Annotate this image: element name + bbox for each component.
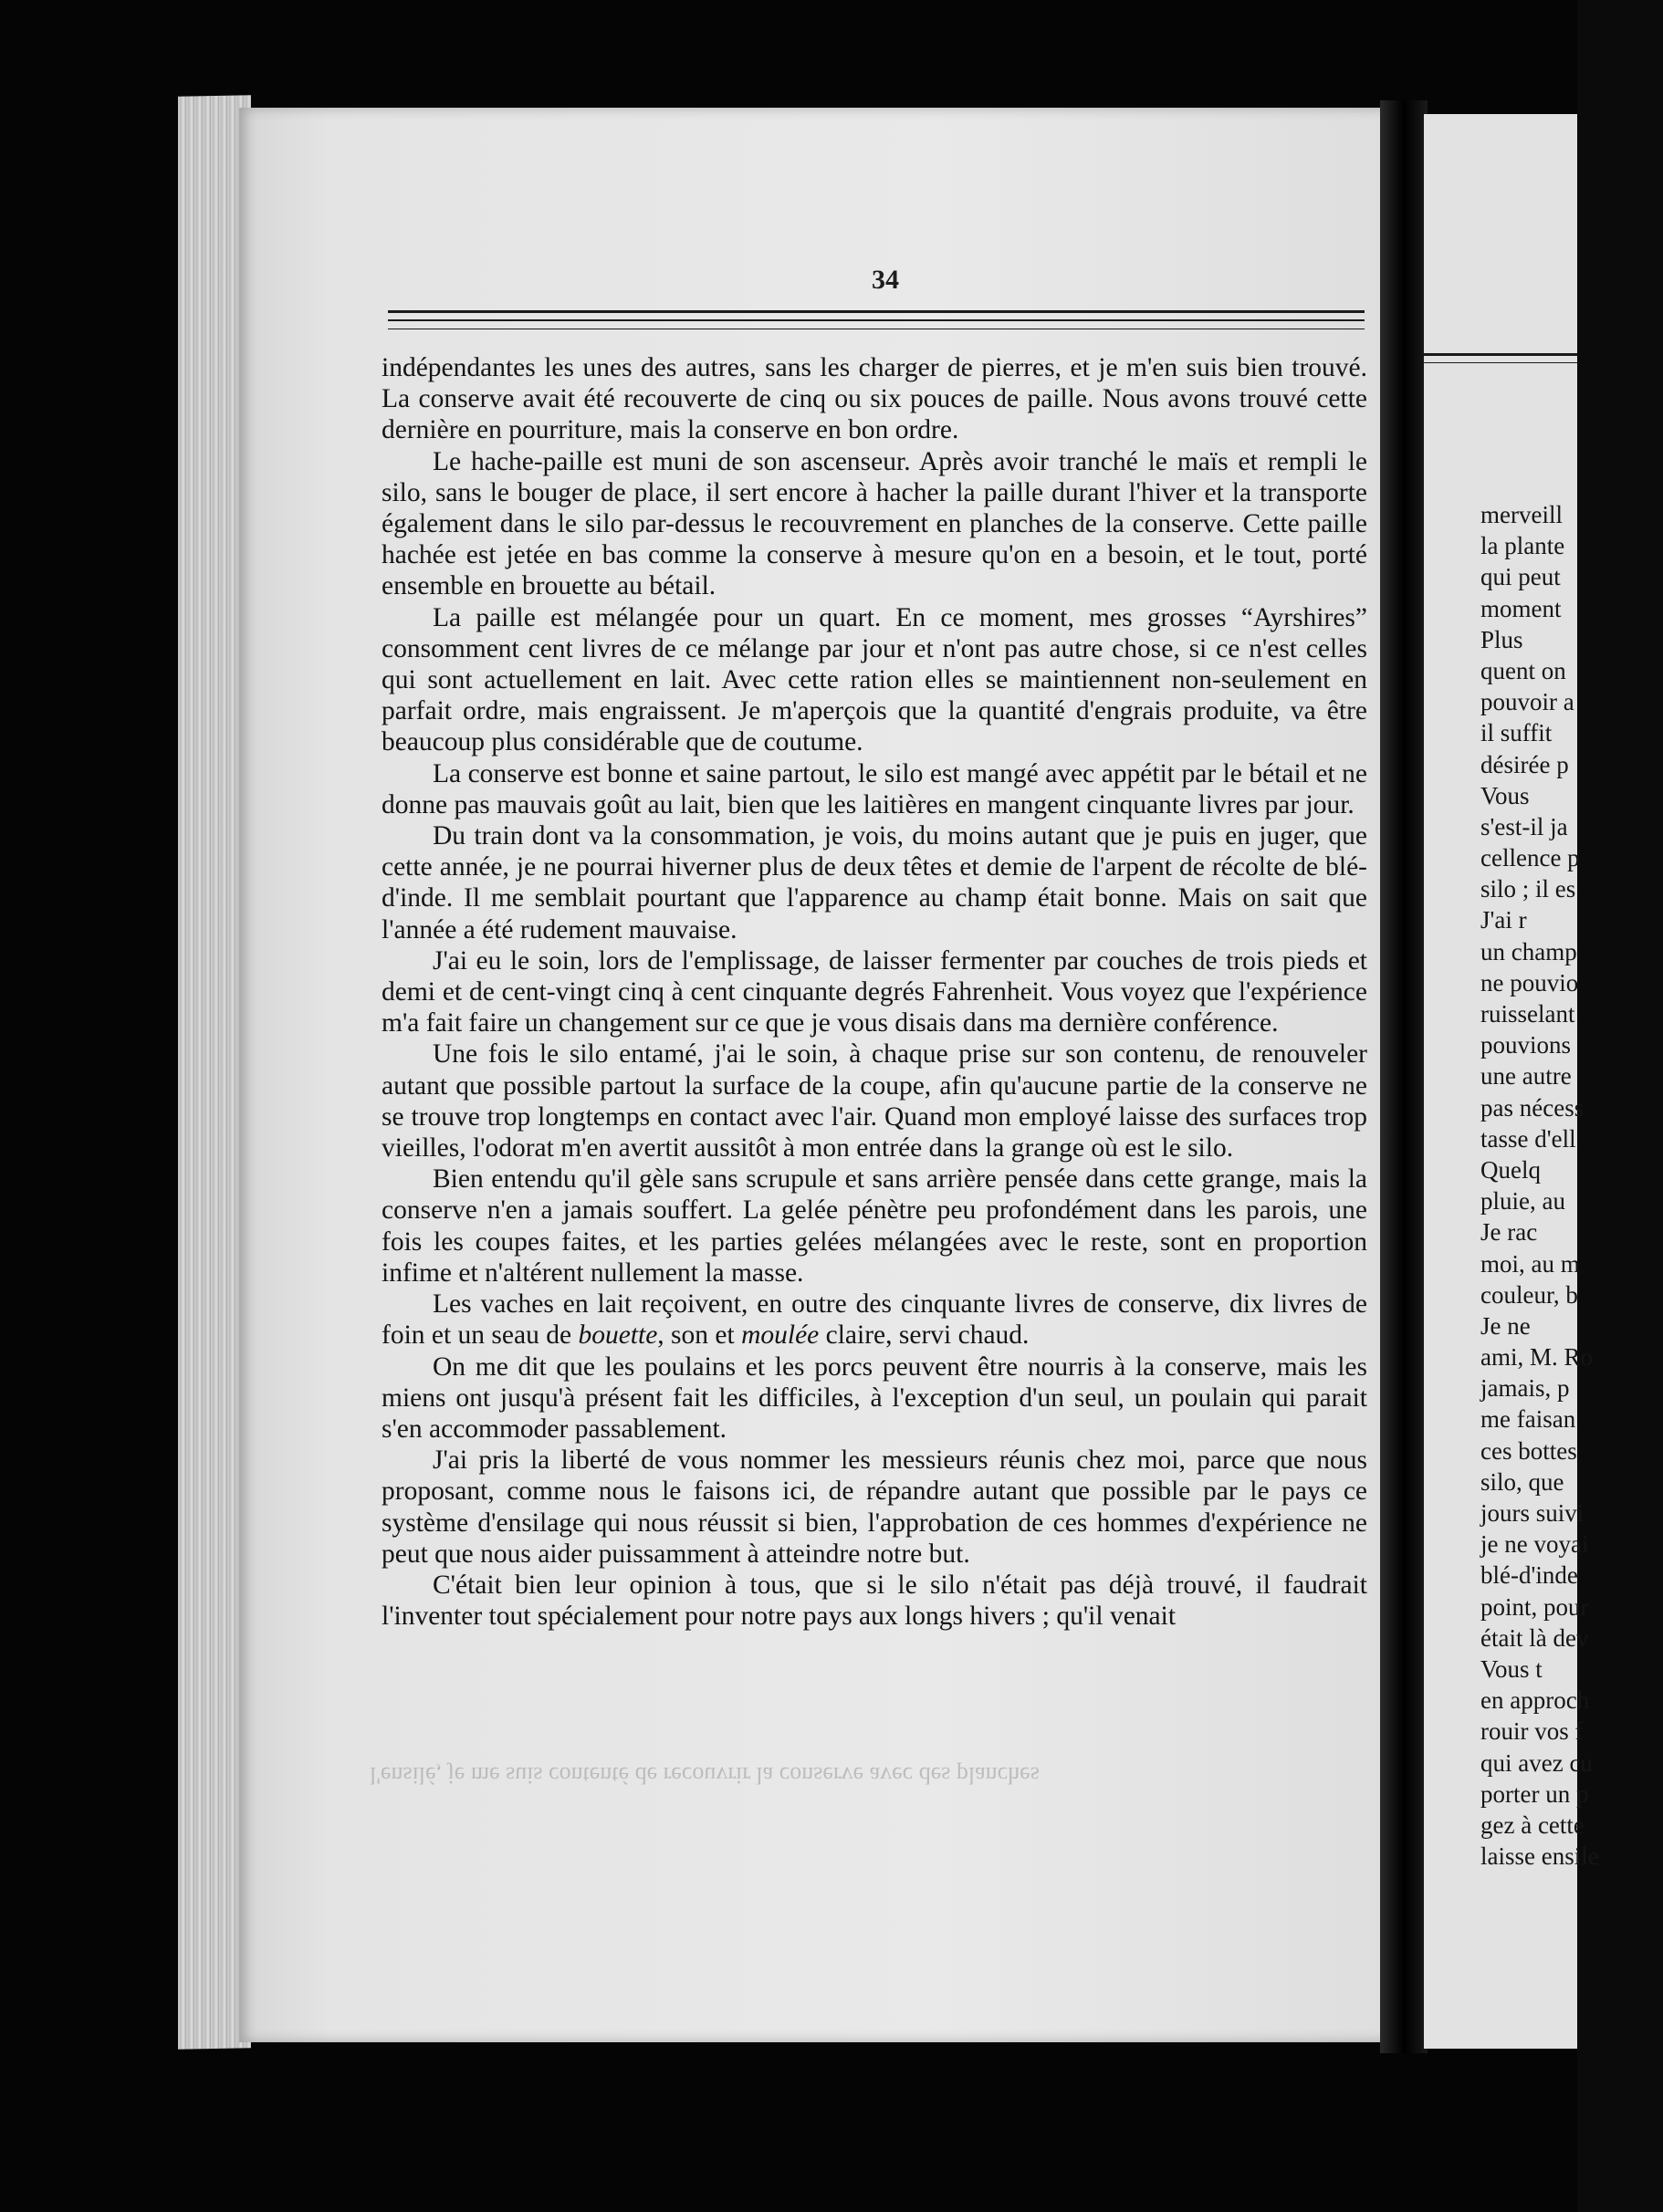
- next-page-line: rouir vos f: [1480, 1717, 1584, 1746]
- paragraph-segment: claire, servi chaud.: [819, 1320, 1030, 1351]
- next-page-line: il suffit: [1480, 719, 1553, 747]
- page-number: 34: [872, 265, 899, 295]
- next-page-line: pas nécess: [1480, 1093, 1585, 1122]
- next-page-line: silo ; il es: [1480, 875, 1576, 903]
- paragraph: On me dit que les poulains et les porcs peuvent être nourris à la conserve, mais les miens ont jusqu'à présent fait les difficiles, à l'exception d'un seul, un poulain qui parait s'en accommoder passablement.: [382, 1351, 1367, 1444]
- next-page-line: ruisselant: [1480, 1000, 1575, 1028]
- next-page-line: moment: [1480, 594, 1562, 622]
- next-page-line: laisse ensile: [1480, 1842, 1599, 1871]
- next-page-line: porter un p: [1480, 1779, 1589, 1808]
- next-page-line: un champ: [1480, 937, 1577, 965]
- paragraph: Le hache-paille est muni de son ascenseur. Après avoir tranché le maïs et rempli le silo, sans le bouger de place, il sert encore à hacher la paille durant l'hiver et la transporte également dans le silo par-dessus le recouvrement en planches de la conserve. Cette paille hachée est jetée en bas comme la conserve à mesure qu'on en a besoin, et le tout, porté ensemble en brouette au bétail.: [382, 446, 1367, 601]
- next-page-line: tasse d'ell: [1480, 1124, 1576, 1153]
- next-page-line: blé-d'inde: [1480, 1561, 1578, 1590]
- paragraph: C'était bien leur opinion à tous, que si le silo n'était pas déjà trouvé, il faudrait l'inventer tout spécialement pour notre pays aux longs hivers ; qu'il venait: [382, 1570, 1367, 1632]
- paragraph-segment: Les vaches en lait reçoivent, en outre des cinquante livres de conserve, dix livres de foin et un seau de: [382, 1289, 1367, 1351]
- paragraph: La conserve est bonne et saine partout, le silo est mangé avec appétit par le bétail et ne donne pas mauvais goût au lait, bien que les laitières en mangent cinquante livres par jour.: [382, 758, 1367, 819]
- next-page-line: point, pour: [1480, 1592, 1589, 1621]
- next-page-line: couleur, b: [1480, 1280, 1578, 1309]
- next-page-line: qui peut: [1480, 563, 1561, 591]
- next-page-line: Vous: [1480, 781, 1530, 809]
- next-page-line: ami, M. Ro: [1480, 1343, 1594, 1372]
- paragraph-segment: , son et: [657, 1320, 742, 1351]
- next-page-line: une autre: [1480, 1062, 1572, 1090]
- next-page-line: me faisan: [1480, 1405, 1576, 1434]
- next-page-line: ne pouvio: [1480, 968, 1579, 996]
- next-page-line: s'est-il ja: [1480, 812, 1568, 840]
- next-page-line: quent on: [1480, 656, 1566, 684]
- paragraph: J'ai pris la liberté de vous nommer les messieurs réunis chez moi, parce que nous proposant, comme nous le faisons ici, de répandre autant que possible par le pays ce système d'ensilage qui nous réussit si bien, l'approbation de ces hommes d'expérience ne peut que nous aider puissamment à atteindre notre but.: [382, 1445, 1367, 1569]
- next-page-line: Je rac: [1480, 1218, 1538, 1247]
- paragraph: indépendantes les unes des autres, sans les charger de pierres, et je m'en suis bien trouvé. La conserve avait été recouverte de cinq ou six pouces de paille. Nous avons trouvé cette dernière en pourriture, mais la conserve en bon ordre.: [382, 353, 1367, 445]
- header-rule: [388, 319, 1365, 321]
- book-gutter: [1380, 100, 1428, 2053]
- next-page-line: moi, au m: [1480, 1249, 1580, 1278]
- next-page-line: Quelq: [1480, 1155, 1541, 1184]
- paragraph: Une fois le silo entamé, j'ai le soin, à chaque prise sur son contenu, de renouveler autant que possible partout la surface de la coupe, afin qu'aucune partie de la conserve ne se trouve trop longtemps en contact avec l'air. Quand mon employé laisse des surfaces trop vieilles, l'odorat m'en avertit aussitôt à mon entrée dans la grange où est le silo.: [382, 1039, 1367, 1163]
- paragraph: [382, 1289, 1367, 1351]
- paragraph: Bien entendu qu'il gèle sans scrupule et sans arrière pensée dans cette grange, mais la conserve n'en a jamais souffert. La gelée pénètre peu profondément dans les parois, une fois les coupes faites, et les parties gelées mélangées avec le reste, sont en proportion infime et n'altérent nullement la masse.: [382, 1164, 1367, 1288]
- next-page-line: jamais, p: [1480, 1374, 1570, 1403]
- next-page-lines: [1480, 499, 1663, 1872]
- header-rule-thick: [388, 310, 1365, 313]
- next-page-line: la plante: [1480, 532, 1565, 560]
- next-page-line: pouvoir a: [1480, 688, 1574, 716]
- next-page-line: pluie, au: [1480, 1187, 1565, 1216]
- next-page-line: jours suivi: [1480, 1499, 1585, 1527]
- next-page-line: ces bottes: [1480, 1436, 1577, 1465]
- next-page-line: désirée p: [1480, 750, 1569, 778]
- italic-term: moulée: [741, 1320, 820, 1351]
- next-page-line: je ne voyai: [1480, 1530, 1589, 1559]
- next-page-line: en approch: [1480, 1686, 1590, 1715]
- bleed-through-text: l'ensilé, je me suis contenté de recouvrir la conserve avec des planches: [370, 1762, 1040, 1789]
- next-page-line: Je ne: [1480, 1311, 1531, 1340]
- next-page-line: Plus: [1480, 625, 1523, 653]
- body-text: [382, 352, 1367, 1632]
- next-page-line: merveill: [1480, 501, 1563, 528]
- next-page-line: Vous t: [1480, 1654, 1543, 1683]
- italic-term: bouette: [578, 1320, 658, 1351]
- next-page-rule-thin: [1424, 362, 1577, 363]
- paragraph: La paille est mélangée pour un quart. En ce moment, mes grosses “Ayrshires” consomment cent livres de ce mélange par jour et n'ont pas autre chose, si ce n'est celles qui sont actuellement en lait. Avec cette ration elles se maintiennent non-seulement en parfait ordre, mais engraissent. Je m'aperçois que la quantité d'engrais produite, va être beaucoup plus considérable que de coutume.: [382, 602, 1367, 757]
- next-page-line: qui avez cu: [1480, 1748, 1593, 1777]
- next-page-fragment: [1424, 114, 1599, 2049]
- next-page-line: cellence p: [1480, 844, 1580, 872]
- paragraph: J'ai eu le soin, lors de l'emplissage, de laisser fermenter par couches de trois pieds et demi et de cent-vingt cinq à cent cinquante degrés Fahrenheit. Vous voyez que l'expérience m'a fait faire un changement sur ce que je vous disais dans ma dernière conférence.: [382, 945, 1367, 1038]
- paragraph: Du train dont va la consommation, je vois, du moins autant que je puis en juger, que cette année, je ne pourrai hiverner plus de deux têtes et demie de l'arpent de récolte de blé-d'inde. Il me semblait pourtant que l'apparence au champ était bonne. Mais on sait que l'année a été rudement mauvaise.: [382, 821, 1367, 944]
- next-page-line: gez à cette: [1480, 1810, 1585, 1839]
- next-page-line: pouvions: [1480, 1031, 1572, 1059]
- next-page-rule: [1424, 353, 1577, 356]
- next-page-line: silo, que: [1480, 1467, 1564, 1496]
- next-page-line: J'ai r: [1480, 906, 1527, 934]
- next-page-line: était là dev: [1480, 1623, 1589, 1652]
